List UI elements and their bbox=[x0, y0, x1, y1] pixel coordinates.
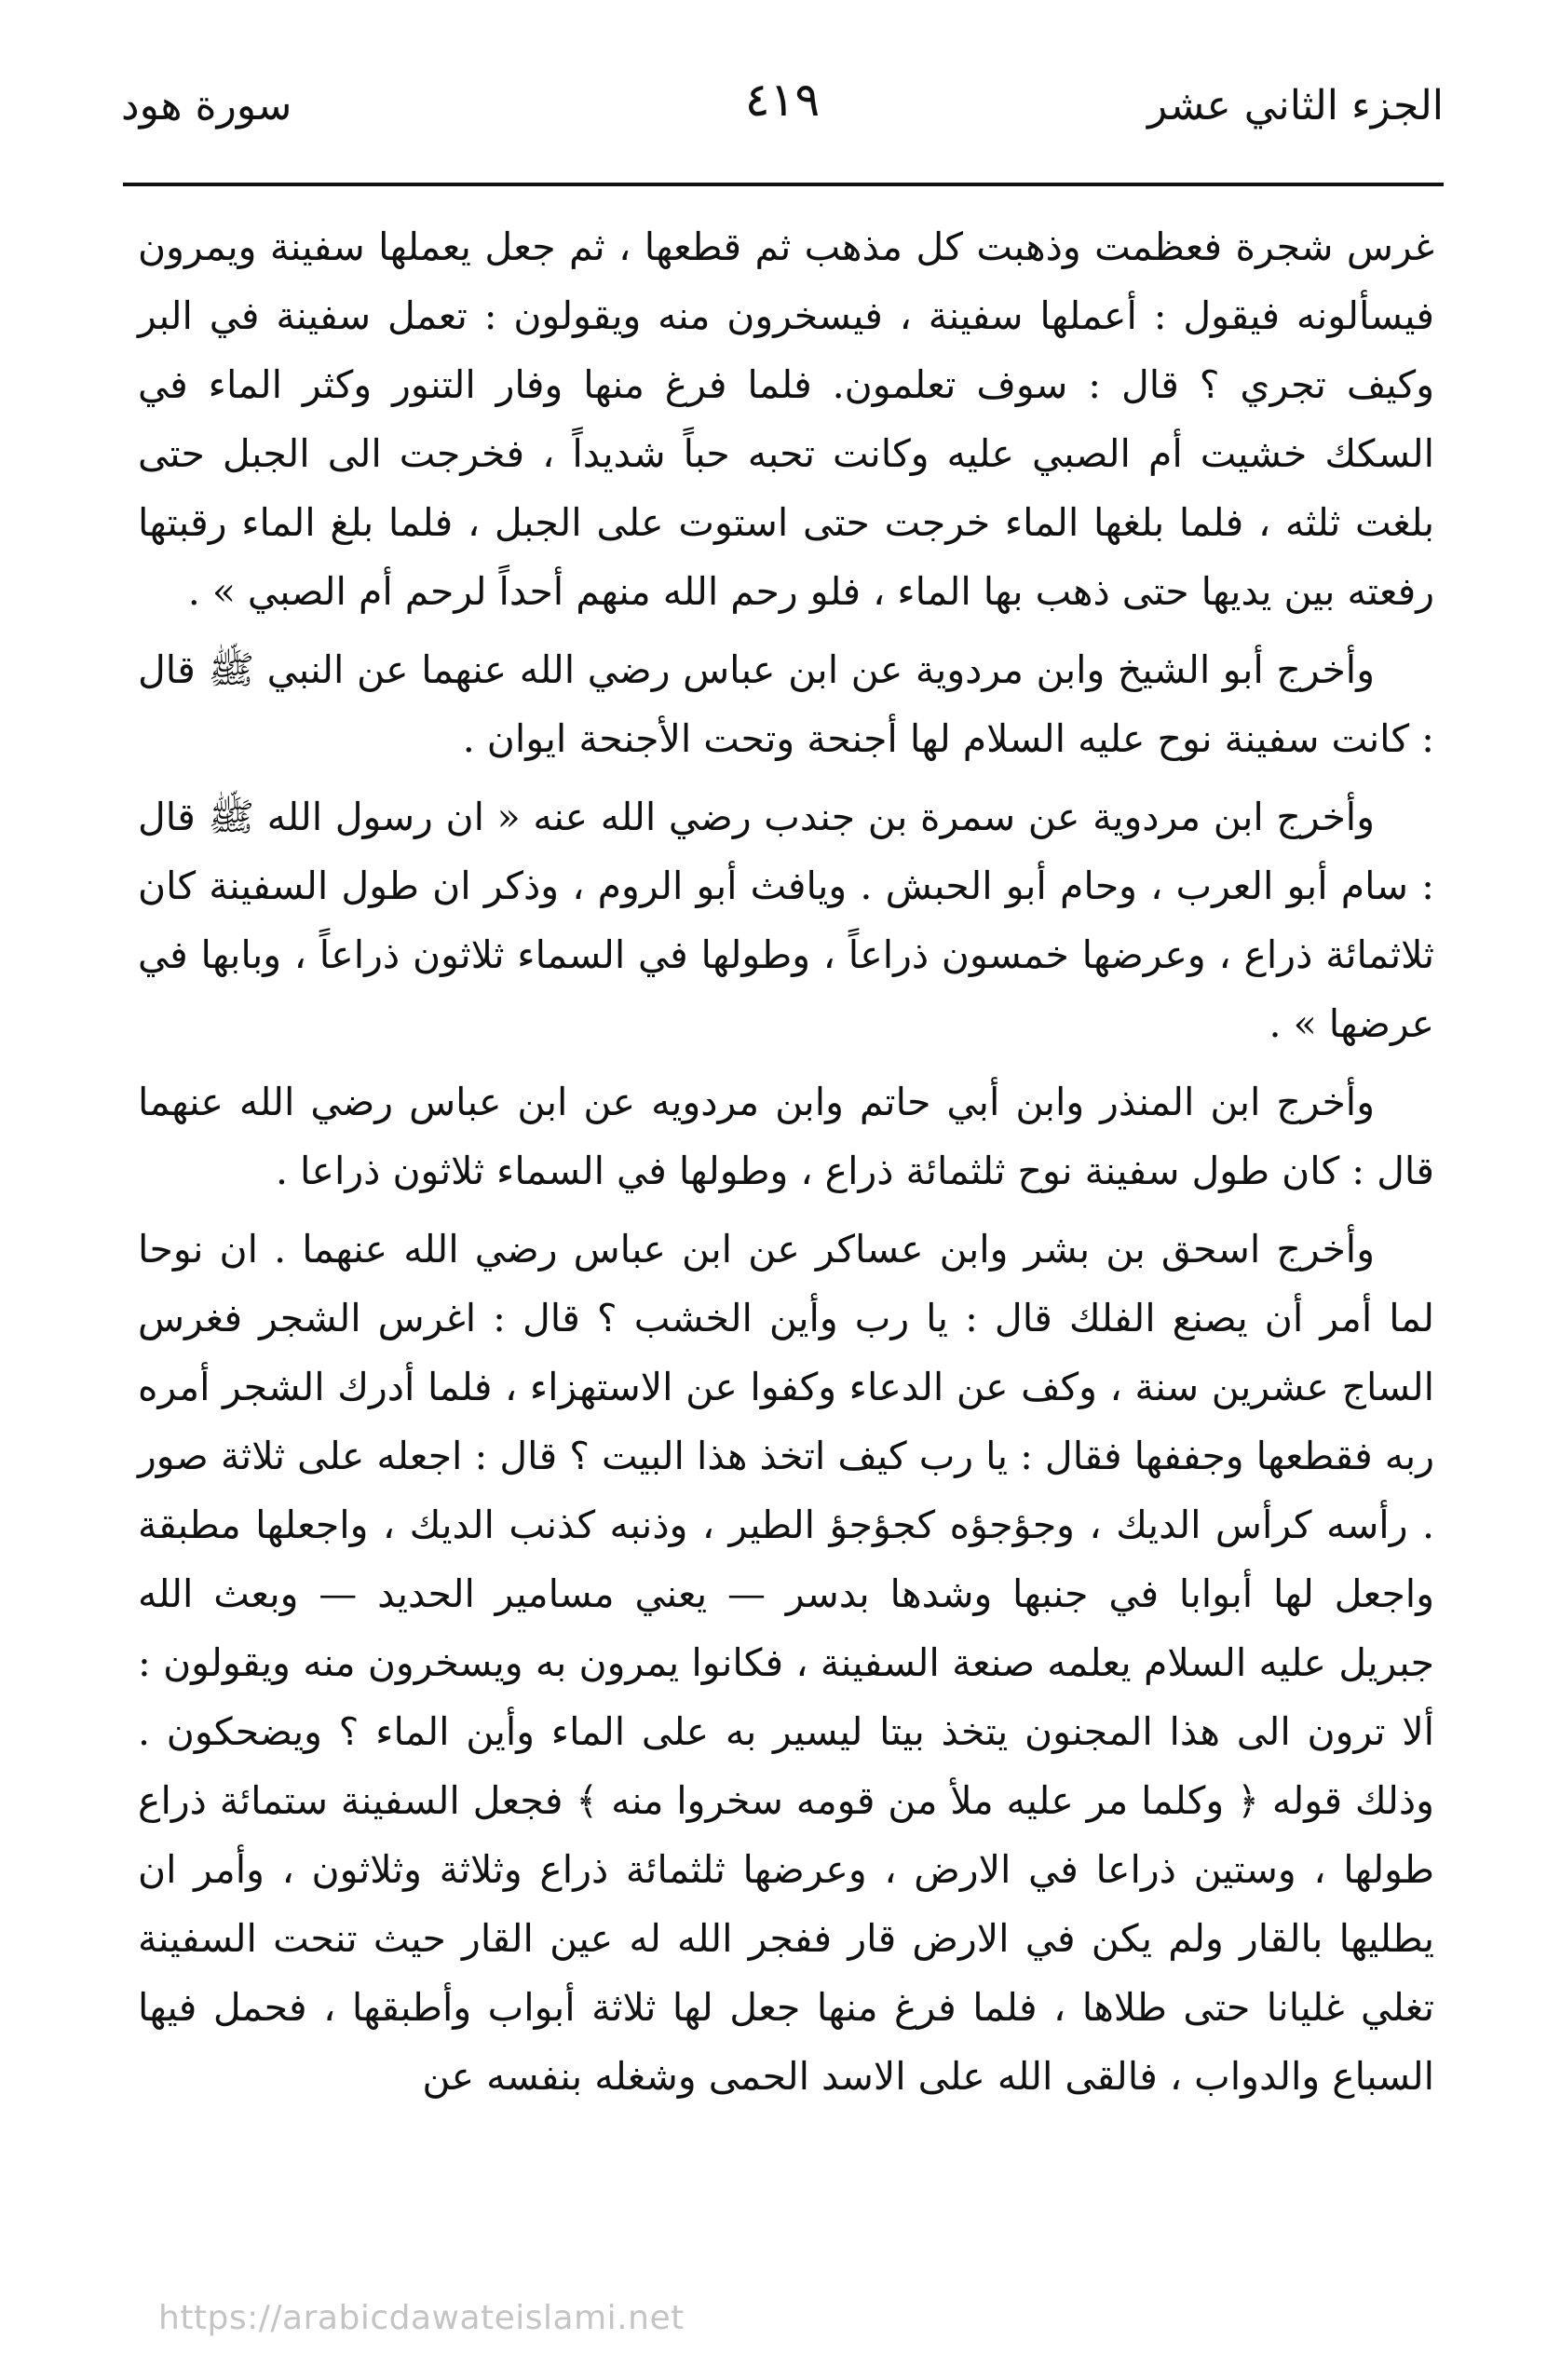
surah-title: سورة هود bbox=[121, 82, 292, 129]
paragraph: وأخرج أبو الشيخ وابن مردوية عن ابن عباس رضي الله عنهما عن النبي ﷺ قال : كانت سفينة نوح عليه السلام لها أجنحة وتحت الأجنحة ايوان . bbox=[138, 647, 1434, 761]
watermark-url: https://arabicdawateislami.net bbox=[158, 2299, 685, 2337]
page-body bbox=[138, 212, 1434, 2120]
paragraph: وأخرج اسحق بن بشر وابن عساكر عن ابن عباس رضي الله عنهما . ان نوحا لما أمر أن يصنع الفلك قال : يا رب وأين الخشب ؟ قال : اغرس الشجر فغرس الساج عشرين سنة ، وكف عن الدعاء وكفوا عن الاستهزاء ، فلما أدرك الشجر أمره ربه فقطعها وجففها فقال : يا رب كيف اتخذ هذا البيت ؟ قال : اجعله على ثلاثة صور . رأسه كرأس الديك ، وجؤجؤه كجؤجؤ الطير ، وذنبه كذنب الديك ، واجعلها مطبقة واجعل لها أبوابا في جنبها وشدها بدسر — يعني مسامير الحديد — وبعث الله جبريل عليه السلام يعلمه صنعة السفينة ، فكانوا يمرون به ويسخرون منه ويقولون : ألا ترون الى هذا المجنون يتخذ بيتا ليسير به على الماء وأين الماء ؟ ويضحكون . وذلك قوله ﴿ وكلما مر عليه ملأ من قومه سخروا منه ﴾ فجعل السفينة ستمائة ذراع طولها ، وستين ذراعا في الارض ، وعرضها ثلثمائة ذراع وثلاثة وثلاثون ، وأمر ان يطليها بالقار ولم يكن في الارض قار ففجر الله له عين القار حيث تنحت السفينة تغلي غليانا حتى طلاها ، فلما فرغ منها جعل لها ثلاثة أبواب وأطبقها ، فحمل فيها السباع والدواب ، فالقى الله على الاسد الحمى وشغله بنفسه عن bbox=[138, 1227, 1434, 2099]
header-divider bbox=[123, 183, 1444, 186]
page-header bbox=[121, 73, 1444, 156]
page-number: ٤١٩ bbox=[744, 73, 821, 127]
paragraph: غرس شجرة فعظمت وذهبت كل مذهب ثم قطعها ، ثم جعل يعملها سفينة ويمرون فيسألونه فيقول : أعملها سفينة ، فيسخرون منه ويقولون : تعمل سفينة في البر وكيف تجري ؟ قال : سوف تعلمون. فلما فرغ منها وفار التنور وكثر الماء في السكك خشيت أم الصبي عليه وكانت تحبه حباً شديداً ، فخرجت الى الجبل حتى بلغت ثلثه ، فلما بلغها الماء خرجت حتى استوت على الجبل ، فلما بلغ الماء رقبتها رفعته بين يديها حتى ذهب بها الماء ، فلو رحم الله منهم أحداً لرحم أم الصبي » . bbox=[138, 224, 1434, 614]
part-title: الجزء الثاني عشر bbox=[1147, 82, 1444, 129]
paragraph: وأخرج ابن المنذر وابن أبي حاتم وابن مردويه عن ابن عباس رضي الله عنهما قال : كان طول سفينة نوح ثلثمائة ذراع ، وطولها في السماء ثلاثون ذراعا . bbox=[138, 1080, 1434, 1193]
paragraph: وأخرج ابن مردوية عن سمرة بن جندب رضي الله عنه « ان رسول الله ﷺ قال : سام أبو العرب ، وحام أبو الحبش . ويافث أبو الروم ، وذكر ان طول السفينة كان ثلاثمائة ذراع ، وعرضها خمسون ذراعاً ، وطولها في السماء ثلاثون ذراعاً ، وبابها في عرضها » . bbox=[138, 795, 1434, 1046]
